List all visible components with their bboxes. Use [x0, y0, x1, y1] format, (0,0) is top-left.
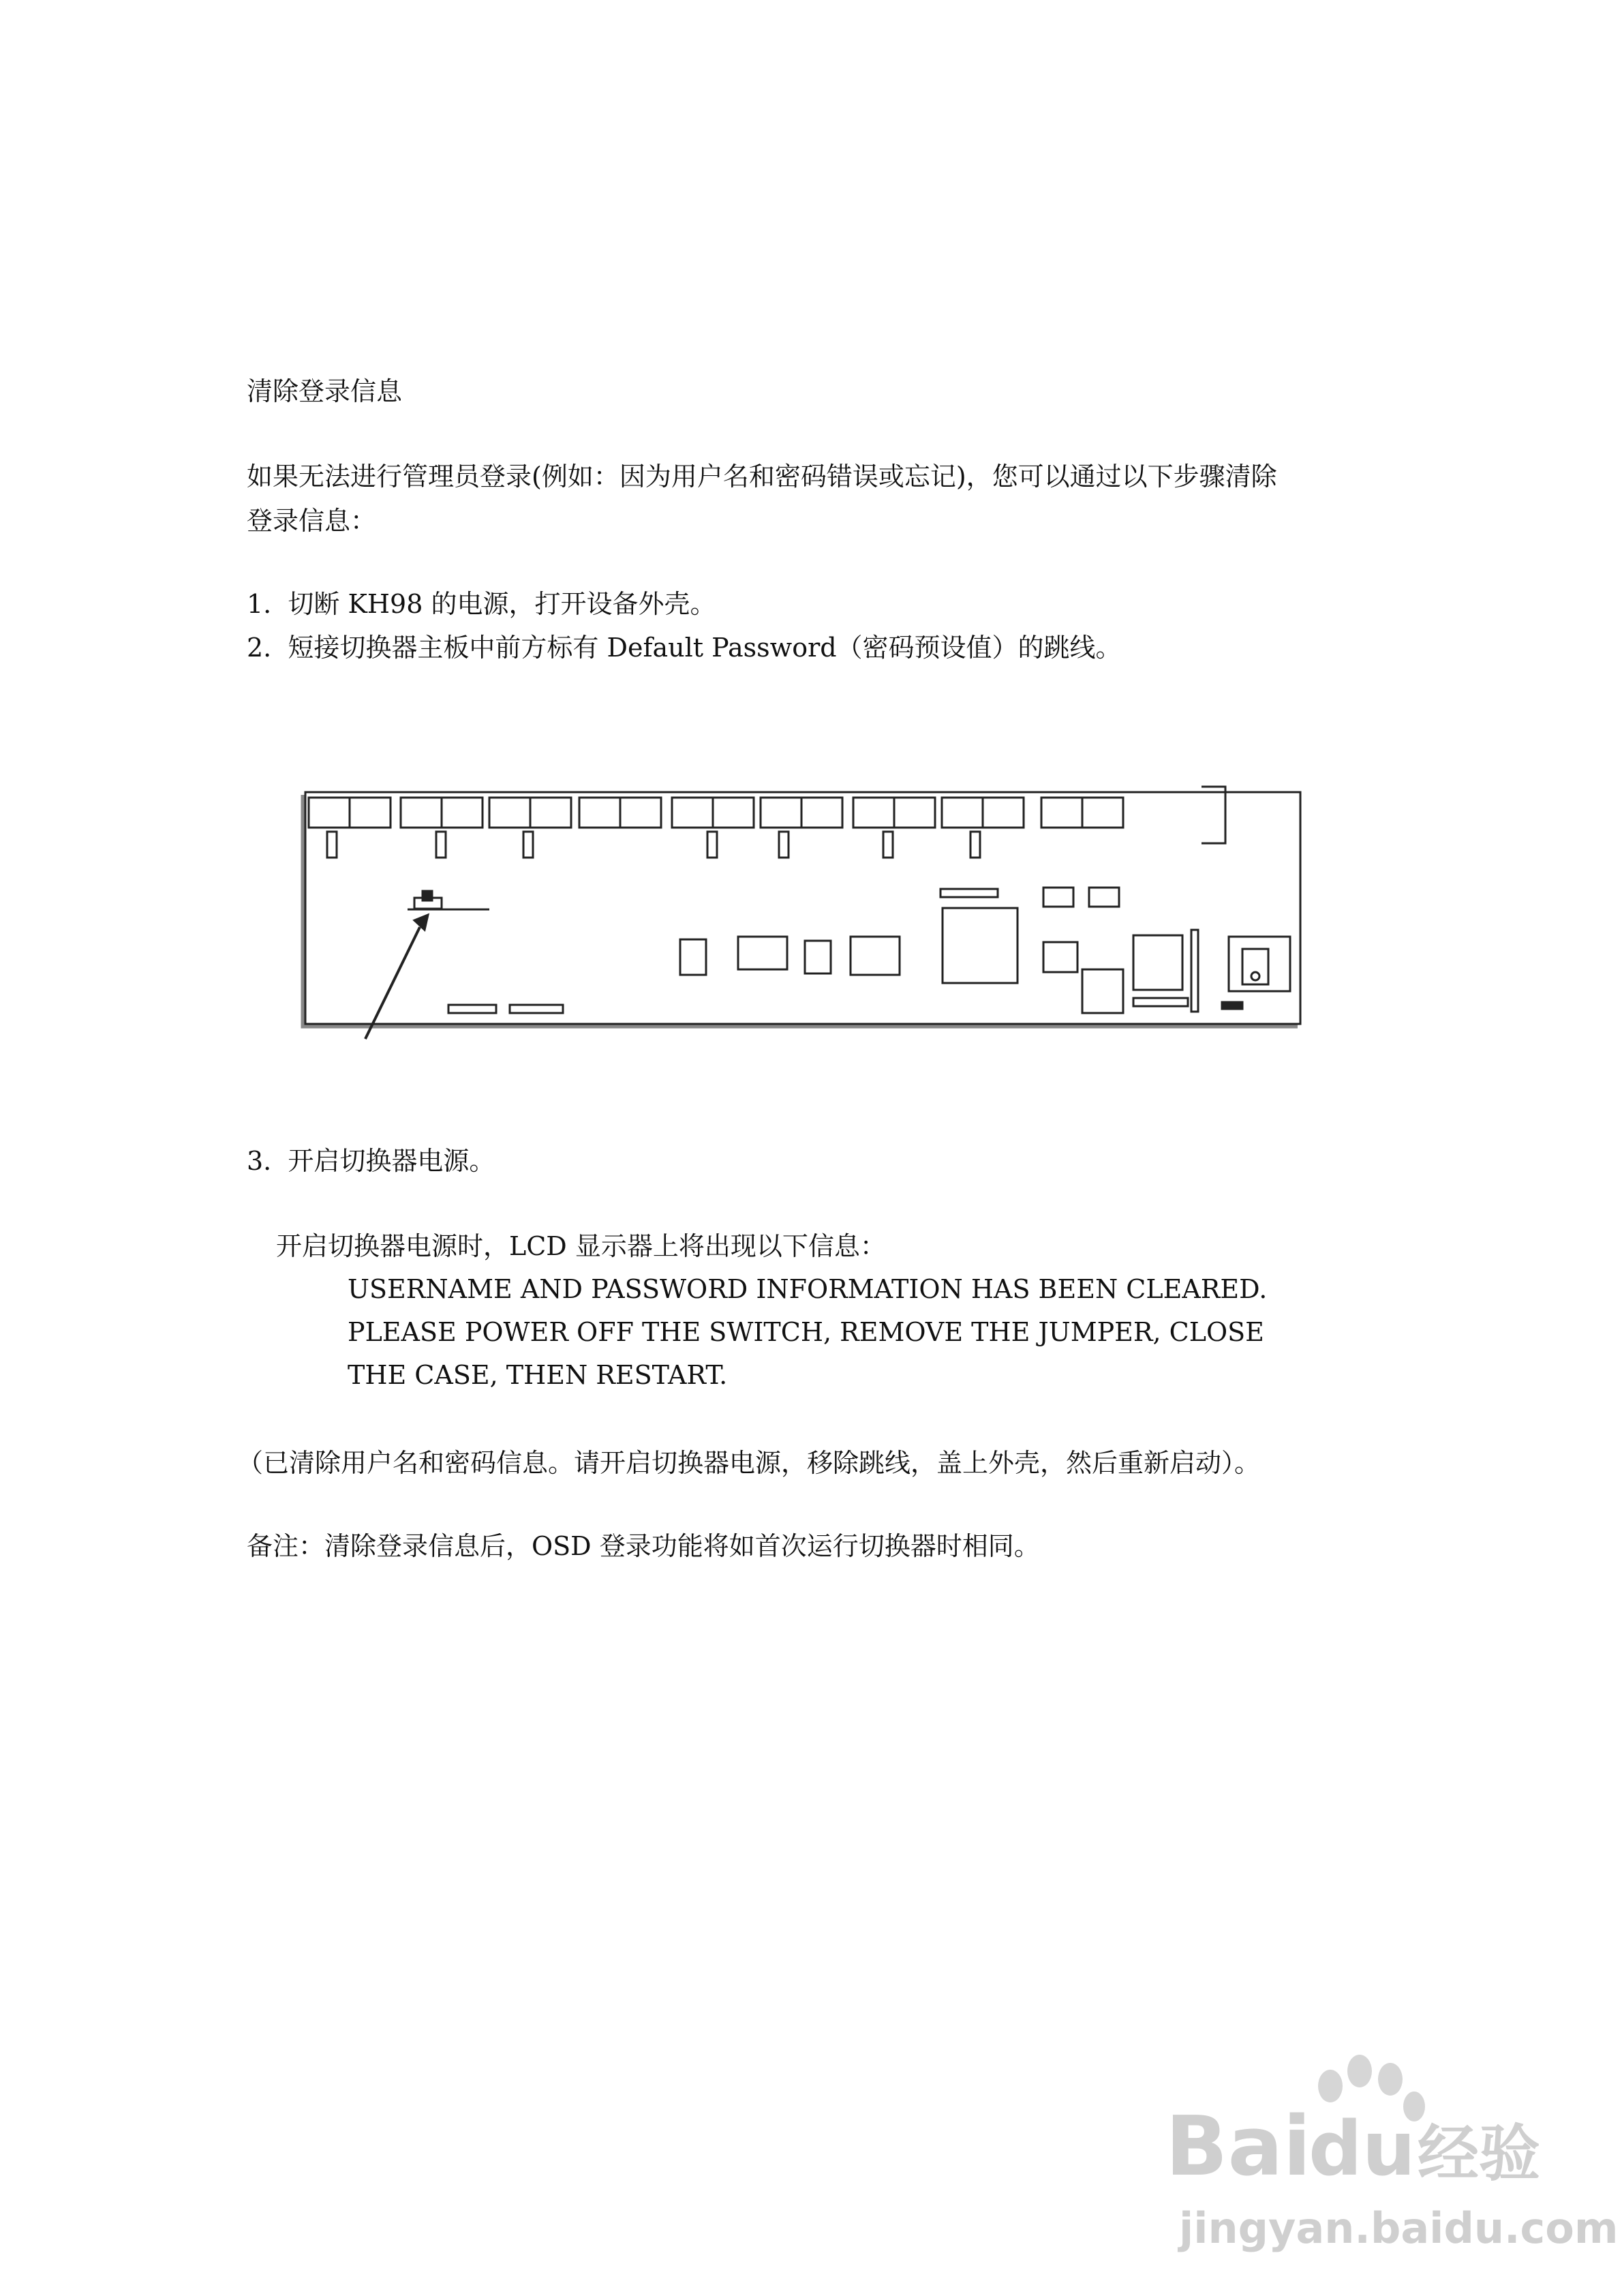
lcd-message-line-2: PLEASE POWER OFF THE SWITCH, REMOVE THE JUMPER, CLOSE — [348, 1317, 1264, 1347]
slot-connector — [510, 1005, 563, 1013]
step-3: 3. 开启切换器电源。 — [247, 1146, 495, 1176]
ic-chip — [1089, 888, 1119, 907]
motherboard-diagram — [285, 751, 1355, 1051]
ic-chip — [1043, 942, 1077, 972]
ic-chip — [1229, 937, 1290, 991]
arrow-head — [414, 915, 428, 930]
slot-connector — [448, 1005, 496, 1013]
bracket-connector — [1202, 787, 1225, 843]
document-title: 清除登录信息 — [247, 376, 403, 406]
watermark-brand-cn: 经验 — [1418, 2118, 1540, 2190]
watermark-brand-du: du — [1309, 2105, 1416, 2192]
ic-chip — [1082, 969, 1123, 1013]
board-shading — [303, 795, 1298, 1027]
intro-paragraph-line-1: 如果无法进行管理员登录(例如：因为用户名和密码错误或忘记)，您可以通过以下步骤清除 — [247, 462, 1277, 492]
ic-chip — [1043, 888, 1073, 907]
jumper-header — [423, 891, 432, 901]
ic-chip — [851, 937, 900, 975]
port-connector-row — [309, 798, 1123, 828]
intro-paragraph-line-2: 登录信息： — [247, 506, 377, 536]
ic-chip — [943, 908, 1017, 983]
translation-paragraph: （已清除用户名和密码信息。请开启切换器电源，移除跳线，盖上外壳，然后重新启动）。 — [237, 1448, 1261, 1478]
pointer-arrow — [365, 927, 420, 1039]
note-paragraph: 备注：清除登录信息后，OSD 登录功能将如首次运行切换器时相同。 — [247, 1531, 1040, 1561]
ic-chip — [738, 937, 787, 969]
ic-chip — [805, 941, 831, 973]
lcd-message-line-3: THE CASE, THEN RESTART. — [348, 1360, 728, 1390]
lcd-intro: 开启切换器电源时，LCD 显示器上将出现以下信息： — [276, 1231, 886, 1261]
step-2: 2. 短接切换器主板中前方标有 Default Password（密码预设值）的跳线。 — [247, 633, 1122, 663]
watermark-brand-latin: Bai — [1165, 2100, 1311, 2194]
watermark-url: jingyan.baidu.com — [1179, 2203, 1619, 2253]
port-stubs — [327, 832, 980, 858]
lcd-message-line-1: USERNAME AND PASSWORD INFORMATION HAS BEEN CLEARED. — [348, 1274, 1268, 1304]
baidu-jingyan-watermark — [1152, 2038, 1619, 2270]
step-1: 1. 切断 KH98 的电源，打开设备外壳。 — [247, 589, 716, 619]
ic-chip — [680, 939, 706, 975]
ic-chip — [1133, 935, 1182, 990]
